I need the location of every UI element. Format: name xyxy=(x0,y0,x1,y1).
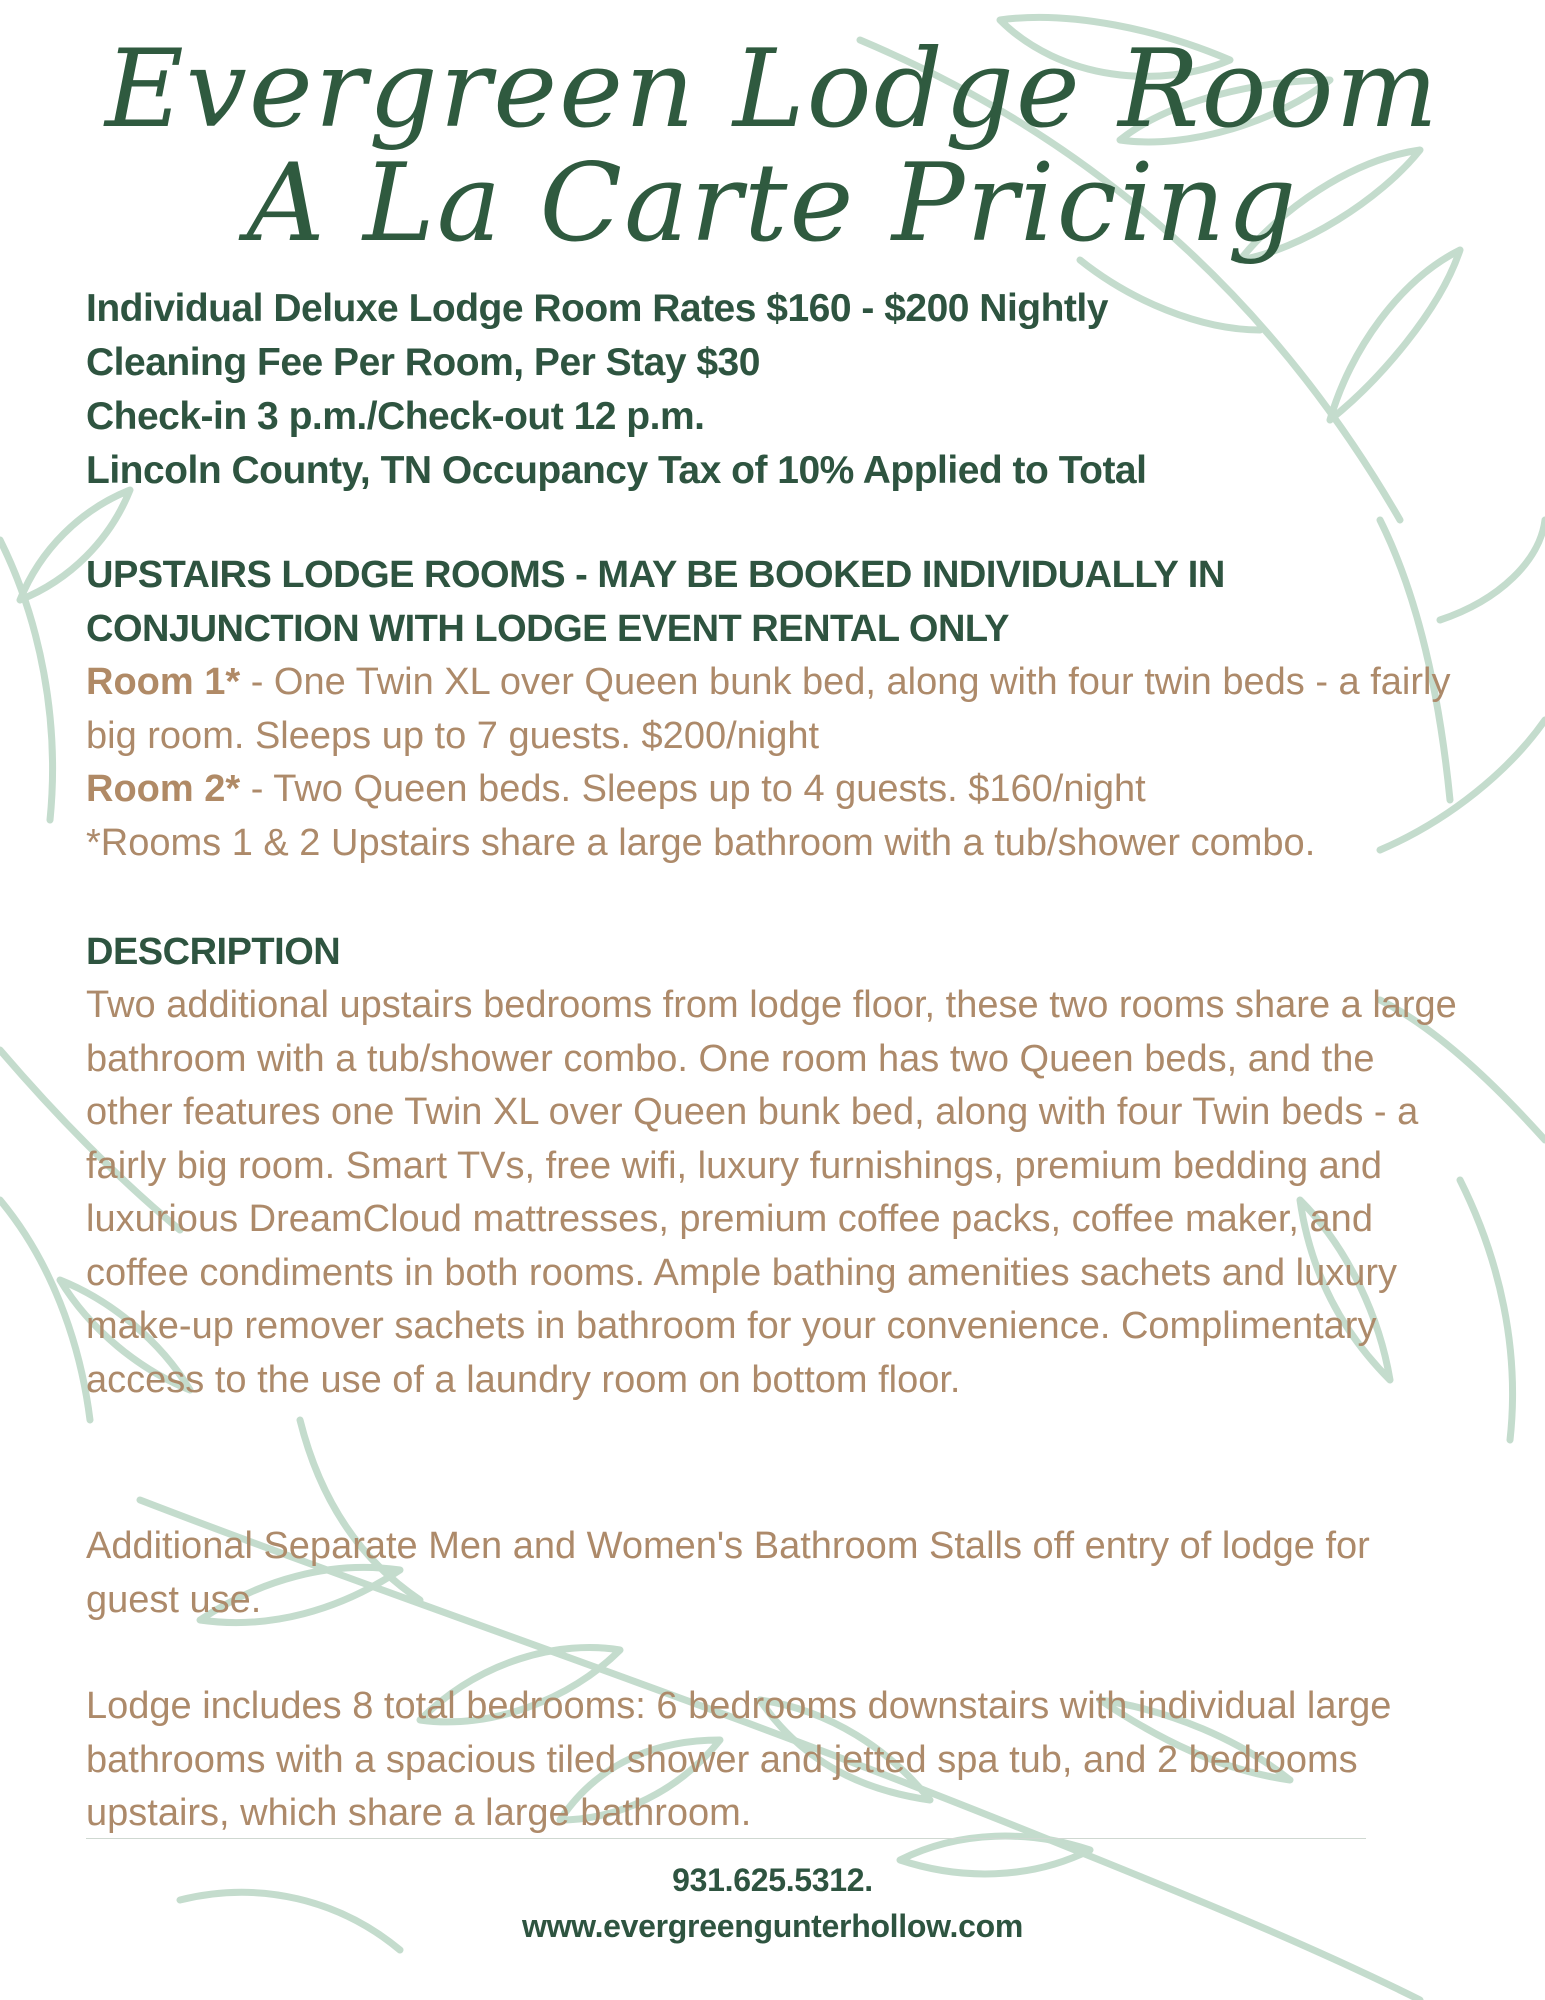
title-line-1: Evergreen Lodge Room xyxy=(105,27,1440,152)
description-section xyxy=(86,925,1466,1407)
upstairs-heading: UPSTAIRS LODGE ROOMS - MAY BE BOOKED INDIVIDUALLY IN CONJUNCTION WITH LODGE EVENT RENTAL ONLY xyxy=(86,554,1225,650)
contact-phone[interactable]: 931.625.5312. xyxy=(672,1862,873,1898)
rate-line-room-rates: Individual Deluxe Lodge Room Rates $160 - $200 Nightly xyxy=(86,287,1108,330)
footer-divider xyxy=(86,1838,1366,1839)
shared-bathroom-note: *Rooms 1 & 2 Upstairs share a large bathroom with a tub/shower combo. xyxy=(86,821,1316,864)
rates-list xyxy=(86,282,1466,498)
bedrooms-section xyxy=(86,1680,1466,1841)
room-1-entry xyxy=(86,656,1466,763)
description-heading: DESCRIPTION xyxy=(86,931,341,973)
rate-line-cleaning-fee: Cleaning Fee Per Room, Per Stay $30 xyxy=(86,341,760,384)
title-line-2: A La Carte Pricing xyxy=(246,141,1299,266)
bathroom-stalls-section xyxy=(86,1520,1466,1627)
room-2-name: Room 2* xyxy=(86,768,241,810)
contact-website-link[interactable]: www.evergreengunterhollow.com xyxy=(521,1908,1024,1944)
room-1-name: Room 1* xyxy=(86,661,241,703)
room-2-details: - Two Queen beds. Sleeps up to 4 guests. $160/night xyxy=(240,768,1146,810)
room-1-details: - One Twin XL over Queen bunk bed, along with four twin beds - a fairly big room. Sleeps up to 7 guests. $200/night xyxy=(86,661,1451,757)
rate-line-occupancy-tax: Lincoln County, TN Occupancy Tax of 10% Applied to Total xyxy=(86,449,1147,492)
description-text: Two additional upstairs bedrooms from lodge floor, these two rooms share a large bathroom with a tub/shower combo. One room has two Queen beds, and the other features one Twin XL over Queen bunk bed, along with four Twin beds - a fairly big room. Smart TVs, free wifi, luxury furnishings, premium bedding and luxurious DreamCloud mattresses, premium coffee packs, coffee maker, and coffee condiments in both rooms. Ample bathing amenities sachets and luxury make-up remover sachets in bathroom for your convenience. Complimentary access to the use of a laundry room on bottom floor. xyxy=(86,984,1457,1401)
bedrooms-text: Lodge includes 8 total bedrooms: 6 bedrooms downstairs with individual large bathrooms with a spacious tiled shower and jetted spa tub, and 2 bedrooms upstairs, which share a large bathroom. xyxy=(86,1685,1392,1834)
rate-line-check-in: Check-in 3 p.m./Check-out 12 p.m. xyxy=(86,395,705,438)
upstairs-rooms-section xyxy=(86,548,1466,870)
bathroom-stalls-text: Additional Separate Men and Women's Bathroom Stalls off entry of lodge for guest use. xyxy=(86,1525,1370,1621)
room-2-entry xyxy=(86,763,1466,817)
